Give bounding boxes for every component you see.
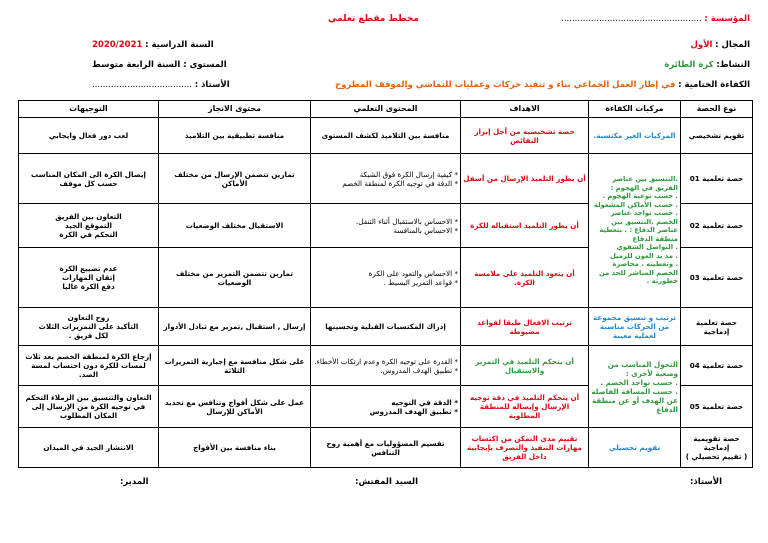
- learning-content: إدراك المكتسبات القبلية وتحسينها: [311, 308, 461, 346]
- session-type: حصة تعلمية 02: [681, 204, 753, 248]
- achievement-content: الاستقبال مختلف الوضعيات: [159, 204, 311, 248]
- header-achievement-content: محتوى الانجاز: [159, 101, 311, 118]
- session-type: حصة تعلمية إدماجية: [681, 308, 753, 346]
- table-row: [19, 308, 753, 346]
- session-type: حصة تعلمية 03: [681, 248, 753, 308]
- achievement-content: على شكل منافسة مع إجبارية التمريرات الثلاثة: [159, 346, 311, 386]
- institution-dots: ....................................................: [561, 14, 702, 24]
- achievement-content: تمارين تتضمن الإرسال من مختلف الأماكن: [159, 154, 311, 204]
- session-type: حصة تعلمية 04: [681, 346, 753, 386]
- guidance: روح التعاون التأكيد على التمريرات الثلاث لكل فريق .: [19, 308, 159, 346]
- level-line: المستوى : السنة الرابعة متوسط: [92, 60, 227, 70]
- header-learning-content: المحتوى التعلمي: [311, 101, 461, 118]
- guidance: التعاون والتنسيق بين الزملاء التحكم في توجيه الكرة من الإرسال إلى المكان المطلوب: [19, 386, 159, 428]
- activity-value: كرة الطائرة: [664, 60, 714, 70]
- objective: أن يطور التلميذ الإرسال من أسفل: [461, 154, 589, 204]
- table-row: [19, 118, 753, 154]
- guidance: إرجاع الكرة لمنطقة الخصم بعد ثلاث لمسات للكرة دون احتساب لمسة الصد.: [19, 346, 159, 386]
- school-year-value: 2020/2021: [92, 40, 143, 50]
- learning-content: منافسة بين التلاميذ لكشف المستوى: [311, 118, 461, 154]
- competency-components: .التنسيق بين عناصر الفريق في الهجوم : . حسب نوعية الهجوم . . حسب الأماكن المشغولة . حسب تواجد عناصر الخصم .التنسيق بين عناصر الدفاع : . بتغطية منطقة الدفاع . التواصل الشفوي . مد يد العون للزميل . وتغطيته . محاصرة الخصم المباشر للحد من خطورته .: [589, 154, 681, 308]
- learning-content: * كيفية إرسال الكرة فوق الشبكة * الدقة في توجيه الكرة لمنطقة الخصم: [311, 154, 461, 204]
- footer-teacher: الأستاذ:: [689, 477, 722, 487]
- achievement-content: عمل على شكل أفواج وتنافس مع تحديد الأماكن للإرسال: [159, 386, 311, 428]
- learning-content: تقسيم المسؤوليات مع أهمية روح التنافس: [311, 428, 461, 468]
- achievement-content: إرسال , استقبال ,تمرير مع تبادل الأدوار: [159, 308, 311, 346]
- footer-inspector: السيد المفتش:: [355, 477, 418, 487]
- objective: أن يطور التلميذ استقباله للكرة: [461, 204, 589, 248]
- achievement-content: تمارين تتضمن التمرير من مختلف الوضعيات: [159, 248, 311, 308]
- table-row: [19, 346, 753, 386]
- final-competency-label: الكفاءة الختامية :: [678, 80, 750, 90]
- objective: حصة تشخيصية من أجل إبراز النقائص: [461, 118, 589, 154]
- objective: تقييم مدى التمكن من اكتساب مهارات التنفيذ والتصرف بإيجابية داخل الفريق: [461, 428, 589, 468]
- institution-label: المؤسسة :: [704, 14, 750, 24]
- objective: أن يتحكم التلميذ في التمرير والاستقبال: [461, 346, 589, 386]
- session-type: حصة تعلمية 05: [681, 386, 753, 428]
- competency-components: المركبات الغير مكتسبة.: [589, 118, 681, 154]
- footer-director: المدير:: [120, 477, 149, 487]
- header-session-type: نوع الحصة: [681, 101, 753, 118]
- activity-label: النشاط:: [716, 60, 750, 70]
- table-row: [19, 428, 753, 468]
- objective: أن يتعود التلميذ على ملامسة الكرة.: [461, 248, 589, 308]
- guidance: لعب دور فعال وايجابي: [19, 118, 159, 154]
- final-competency-line: [335, 80, 750, 90]
- session-type: تقويم تشخيصي: [681, 118, 753, 154]
- learning-content: * الدقة في التوجيه * تطبيق الهدف المدروس: [311, 386, 461, 428]
- achievement-content: بناء منافسة بين الأفواج: [159, 428, 311, 468]
- header-guidance: التوجيهات: [19, 101, 159, 118]
- domain-line: [691, 40, 750, 50]
- table-row: [19, 154, 753, 204]
- guidance: التعاون بين الفريق التموقع الجيد التحكم في الكرة: [19, 204, 159, 248]
- header-competency-components: مركبات الكفاءة: [589, 101, 681, 118]
- guidance: عدم تضييع الكرة إتقان المهارات دفع الكرة عاليا: [19, 248, 159, 308]
- competency-components: ترتيب و تنسيق مجموعة من الحركات مناسبة لعملية معينة: [589, 308, 681, 346]
- objective: ترتيب الافعال طبقا لقواعد مضبوطة: [461, 308, 589, 346]
- learning-content: * الاحساس بالاستقبال أثناء التنقل. * الاحساس بالمنافسة: [311, 204, 461, 248]
- teacher-header-line: [92, 80, 230, 90]
- teacher-header-dots: .....................................: [92, 80, 192, 90]
- achievement-content: منافسة تطبيقية بين التلاميذ: [159, 118, 311, 154]
- guidance: إيصال الكرة الى المكان المناسب حسب كل موقف: [19, 154, 159, 204]
- table-header-row: [19, 101, 753, 118]
- session-type: حصة تقويمية إدماجية ( تقييم تحصيلي ): [681, 428, 753, 468]
- domain-value: الأول: [690, 40, 713, 50]
- header-objectives: الاهداف: [461, 101, 589, 118]
- final-competency-value: في إطار العمل الجماعي بناء و تنفيذ حركات وعمليات للتماشي والموقف المطروح: [334, 80, 676, 90]
- guidance: الانتشار الجيد في الميدان: [19, 428, 159, 468]
- school-year-label: السنة الدراسية :: [145, 40, 214, 50]
- activity-line: [664, 60, 750, 70]
- school-year-line: [92, 40, 214, 50]
- objective: أن يتحكم التلميذ في دقة توجيه الإرسال وإيصاله للمنطقة المطلوبة: [461, 386, 589, 428]
- institution-line: [561, 14, 750, 24]
- competency-components: التحول المناسب من وضعية لأخرى : . حسب تواجد الخصم . . حسب المسافة الفاصلة عن الهدف أو عن منطقة الدفاع: [589, 346, 681, 428]
- learning-content: * القدرة على توجيه الكرة وعدم ارتكاب الأخطاء. * تطبيق الهدف المدروس.: [311, 346, 461, 386]
- learning-content: * الاحساس والتعود على الكرة * قواعد التمرير البسيط .: [311, 248, 461, 308]
- teacher-header-label: الأستاذ :: [194, 80, 230, 90]
- learning-plan-table: [18, 100, 753, 468]
- domain-label: المجال :: [715, 40, 750, 50]
- plan-title: مخطط مقطع تعلمي: [328, 14, 419, 24]
- competency-components: تقويم تحصيلي: [589, 428, 681, 468]
- session-type: حصة تعلمية 01: [681, 154, 753, 204]
